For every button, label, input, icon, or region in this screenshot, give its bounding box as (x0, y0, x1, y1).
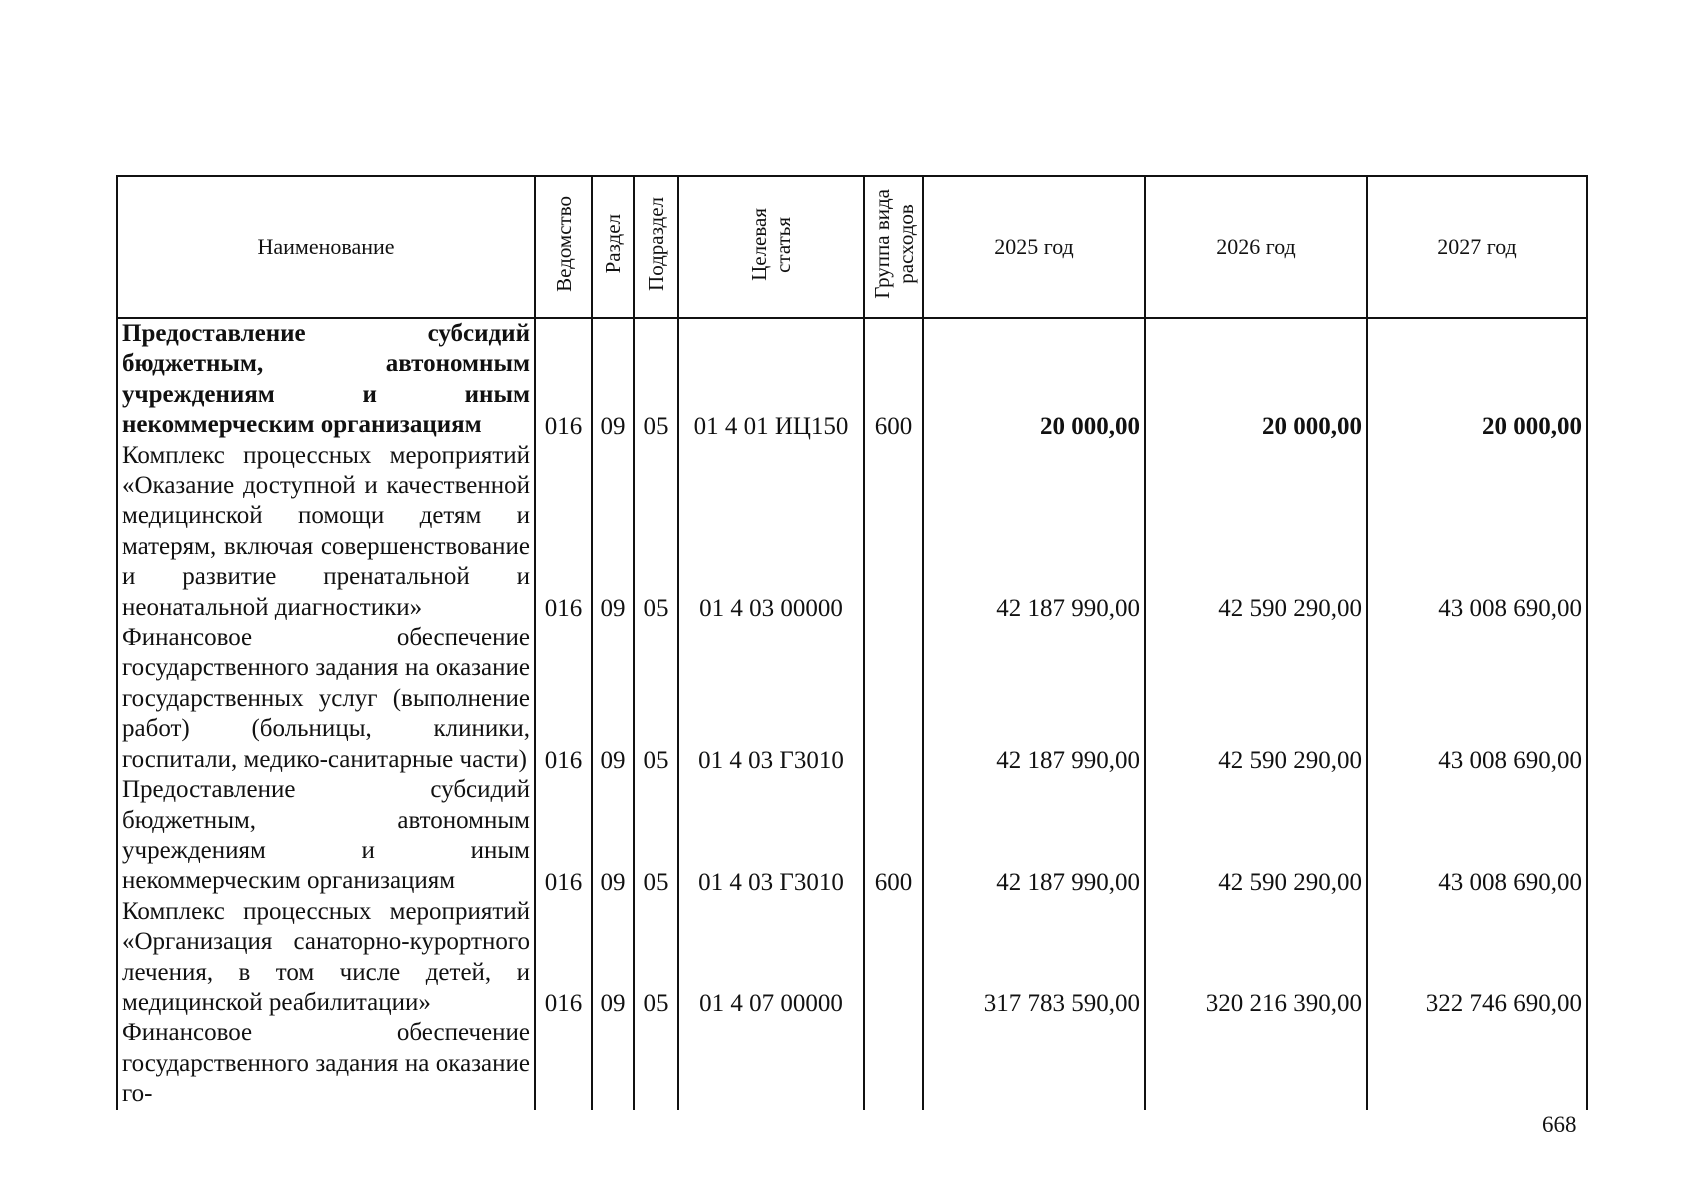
row-2027 (1367, 1018, 1587, 1109)
header-section (592, 176, 634, 318)
row-2026: 20 000,00 (1145, 318, 1367, 441)
row-section: 09 (592, 775, 634, 897)
row-dept (535, 1018, 592, 1109)
row-2026: 42 590 290,00 (1145, 623, 1367, 775)
row-dept: 016 (535, 775, 592, 897)
row-subsection: 05 (634, 897, 678, 1019)
row-2026: 42 590 290,00 (1145, 441, 1367, 623)
row-2027: 43 008 690,00 (1367, 623, 1587, 775)
row-2027: 20 000,00 (1367, 318, 1587, 441)
row-subsection: 05 (634, 775, 678, 897)
page-number: 668 (1542, 1112, 1577, 1137)
row-dept: 016 (535, 318, 592, 441)
row-subsection: 05 (634, 623, 678, 775)
header-name: Наименование (117, 176, 535, 318)
row-target: 01 4 01 ИЦ150 (678, 318, 864, 441)
row-name: Комплекс процессных мероприятий «Организация санаторно-курортного лечения, в том числе детей, и медицинской реабилитации» (117, 897, 535, 1019)
row-2027: 322 746 690,00 (1367, 897, 1587, 1019)
row-name: Комплекс процессных мероприятий «Оказание доступной и качественной медицинской помощи детям и матерям, включая совершенствование и развитие пренатальной и неонатальной диагностики» (117, 441, 535, 623)
row-target: 01 4 03 00000 (678, 441, 864, 623)
row-subsection: 05 (634, 441, 678, 623)
header-2027: 2027 год (1367, 176, 1587, 318)
row-2025 (923, 1018, 1145, 1109)
table-header-row (117, 176, 1587, 318)
table-row (117, 897, 1587, 1019)
row-target (678, 1018, 864, 1109)
row-2027: 43 008 690,00 (1367, 441, 1587, 623)
row-dept: 016 (535, 897, 592, 1019)
row-2025: 317 783 590,00 (923, 897, 1145, 1019)
row-name: Предоставление субсидий бюджетным, автономным учреждениям и иным некоммерческим организациям (117, 318, 535, 441)
row-section: 09 (592, 318, 634, 441)
row-section: 09 (592, 441, 634, 623)
row-subsection: 05 (634, 318, 678, 441)
header-subsection-label: Подраздел (644, 197, 668, 291)
header-target-line2: статья (771, 216, 795, 272)
row-group: 600 (864, 318, 923, 441)
table-row (117, 623, 1587, 775)
row-target: 01 4 03 Г3010 (678, 623, 864, 775)
row-group (864, 623, 923, 775)
row-2025: 42 187 990,00 (923, 623, 1145, 775)
row-target: 01 4 07 00000 (678, 897, 864, 1019)
row-target: 01 4 03 Г3010 (678, 775, 864, 897)
table-row (117, 318, 1587, 441)
header-subsection (634, 176, 678, 318)
row-2027: 43 008 690,00 (1367, 775, 1587, 897)
header-2026: 2026 год (1145, 176, 1367, 318)
header-dept (535, 176, 592, 318)
row-subsection (634, 1018, 678, 1109)
row-section: 09 (592, 897, 634, 1019)
row-2026: 42 590 290,00 (1145, 775, 1367, 897)
row-group (864, 1018, 923, 1109)
row-2025: 42 187 990,00 (923, 775, 1145, 897)
row-2025: 42 187 990,00 (923, 441, 1145, 623)
header-group-label (870, 189, 918, 299)
header-target (678, 176, 864, 318)
row-section (592, 1018, 634, 1109)
row-group: 600 (864, 775, 923, 897)
table-row (117, 775, 1587, 897)
header-section-label: Раздел (601, 214, 625, 274)
row-2025: 20 000,00 (923, 318, 1145, 441)
header-group-line2: расходов (893, 204, 918, 284)
row-dept: 016 (535, 623, 592, 775)
header-2025: 2025 год (923, 176, 1145, 318)
budget-table (116, 175, 1588, 1110)
header-dept-label: Ведомство (551, 196, 576, 292)
row-name: Предоставление субсидий бюджетным, автономным учреждениям и иным некоммерческим организациям (117, 775, 535, 897)
header-group (864, 176, 923, 318)
table-row (117, 1018, 1587, 1109)
header-target-label (747, 208, 795, 281)
row-name: Финансовое обеспечение государственного задания на оказание го- (117, 1018, 535, 1109)
table-row (117, 441, 1587, 623)
row-section: 09 (592, 623, 634, 775)
row-2026 (1145, 1018, 1367, 1109)
row-2026: 320 216 390,00 (1145, 897, 1367, 1019)
row-name: Финансовое обеспечение государственного задания на оказание государственных услуг (выполнение работ) (больницы, клиники, госпитали, медико-санитарные части) (117, 623, 535, 775)
row-group (864, 897, 923, 1019)
header-group-line1: Группа вида (869, 189, 894, 299)
row-dept: 016 (535, 441, 592, 623)
header-target-line1: Целевая (747, 207, 771, 281)
row-group (864, 441, 923, 623)
